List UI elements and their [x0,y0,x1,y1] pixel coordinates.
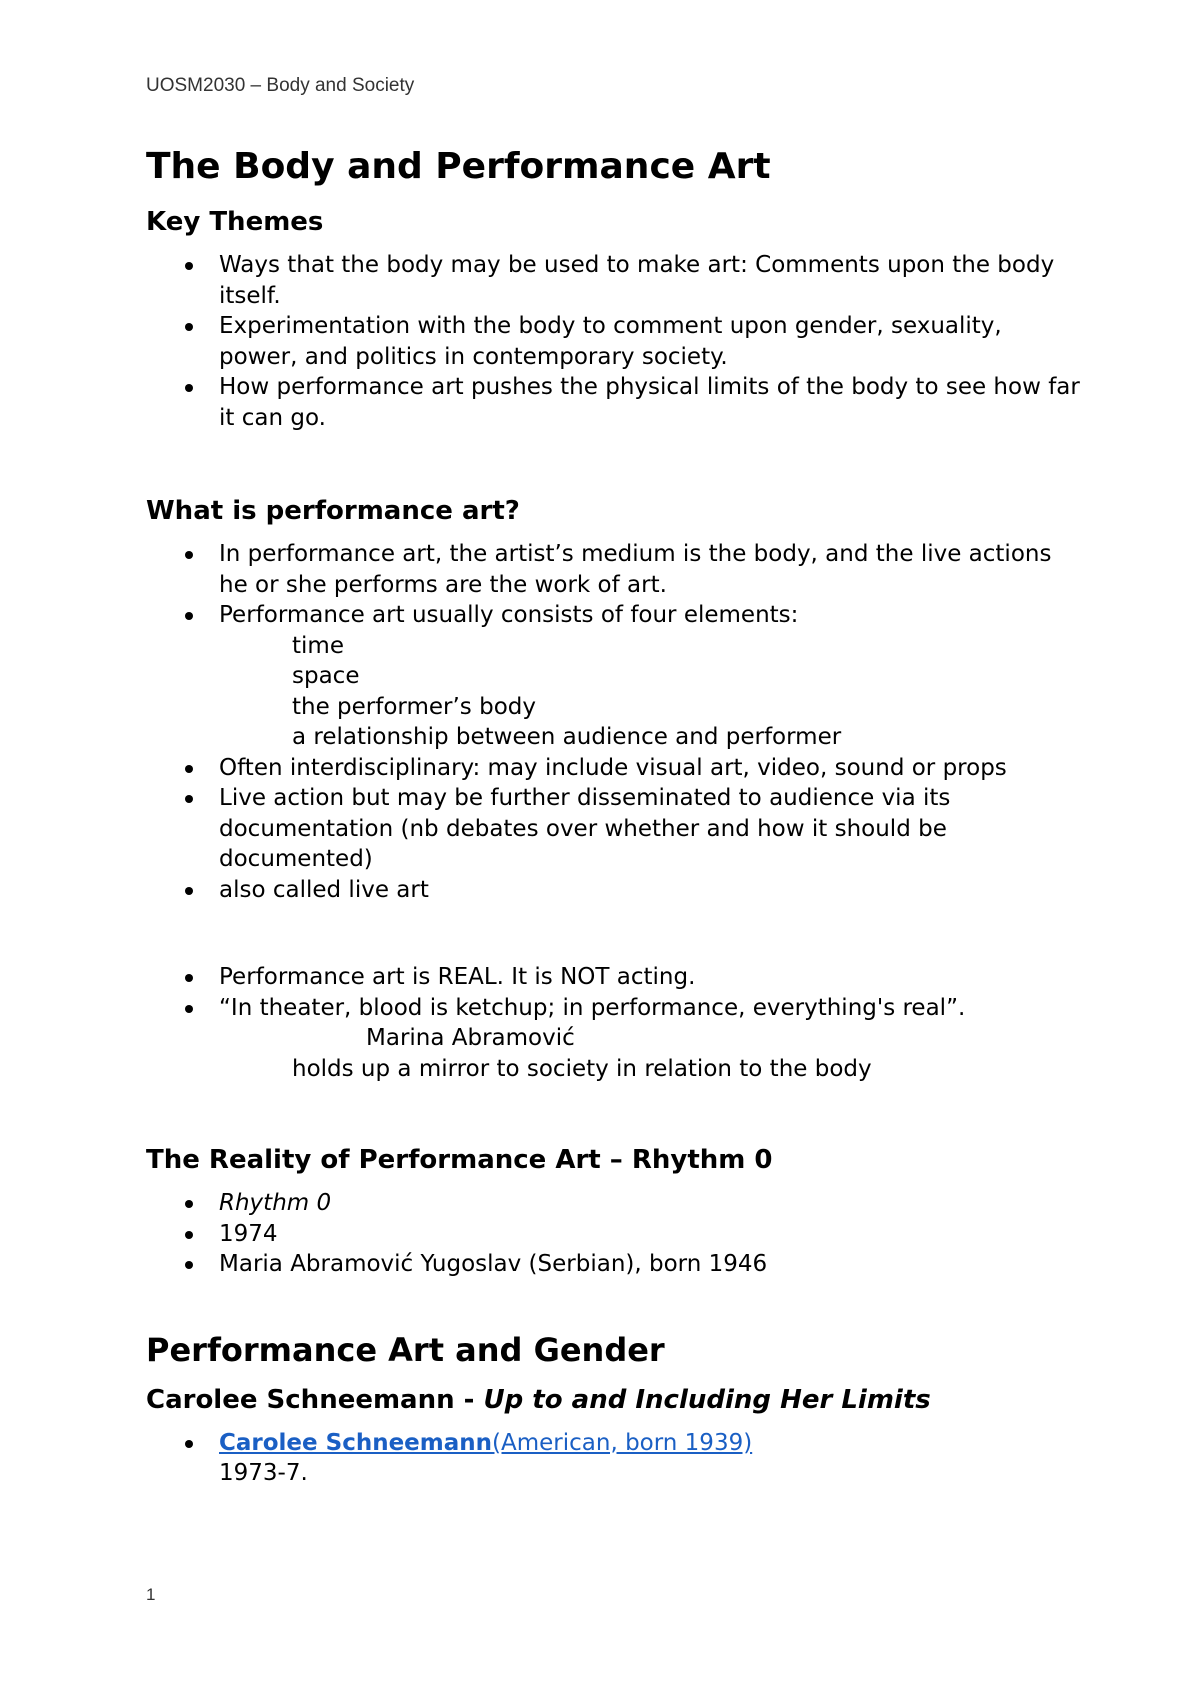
list-item: In performance art, the artist’s medium is the body, and the live actions he or she performs are the work of art. [146,539,1086,600]
schneemann-heading [146,1382,1086,1418]
element-line: a relationship between audience and performer [292,724,842,750]
element-line: the performer’s body [292,693,536,720]
schneemann-heading-prefix: Carolee Schneemann - [146,1384,484,1415]
schneemann-work-title: Up to and Including Her Limits [483,1384,931,1415]
what-is-list [146,539,1086,631]
list-item: Experimentation with the body to comment upon gender, sexuality, power, and politics in contemporary society. [146,311,1086,372]
schneemann-list [146,1428,1086,1489]
list-item: also called live art [146,875,1086,906]
list-item: Performance art usually consists of four elements: [146,600,1086,631]
what-is-heading: What is performance art? [146,496,520,526]
mirror-line: holds up a mirror to society in relation to the body [292,1055,872,1082]
list-item: “In theater, blood is ketchup; in performance, everything's real”. [146,993,1086,1024]
gender-heading: Performance Art and Gender [146,1330,665,1369]
list-item: 1974 [146,1219,1086,1250]
artwork-title: Rhythm 0 [219,1190,332,1216]
list-item [146,1188,1086,1219]
quote-attribution: Marina Abramović [366,1025,575,1051]
element-line: space [292,663,360,689]
page-number: 1 [146,1585,156,1604]
element-line: time [292,632,344,659]
reality-list [146,962,1086,1023]
key-themes-list [146,250,1086,433]
list-item: Maria Abramović Yugoslav (Serbian), born 1946 [146,1249,1086,1280]
key-themes-heading: Key Themes [146,207,324,237]
schneemann-detail-link[interactable]: (American, born 1939) [492,1429,753,1456]
schneemann-link[interactable]: Carolee Schneemann [219,1429,493,1456]
list-item: Ways that the body may be used to make art: Comments upon the body itself. [146,250,1086,311]
document-content [146,142,1086,1489]
running-header: UOSM2030 – Body and Society [146,75,415,96]
list-item: Live action but may be further disseminated to audience via its documentation (nb debates over whether and how it should be documented) [146,783,1086,875]
list-item: Performance art is REAL. It is NOT acting. [146,962,1086,993]
elements-list [146,631,1086,753]
list-item [146,1428,1086,1489]
document-title: The Body and Performance Art [146,146,771,187]
rhythm-list [146,1188,1086,1280]
list-item: How performance art pushes the physical limits of the body to see how far it can go. [146,372,1086,433]
what-is-list-continued [146,753,1086,906]
rhythm-heading: The Reality of Performance Art – Rhythm 0 [146,1145,773,1175]
schneemann-date: 1973-7. [219,1460,308,1486]
list-item: Often interdisciplinary: may include visual art, video, sound or props [146,753,1086,784]
